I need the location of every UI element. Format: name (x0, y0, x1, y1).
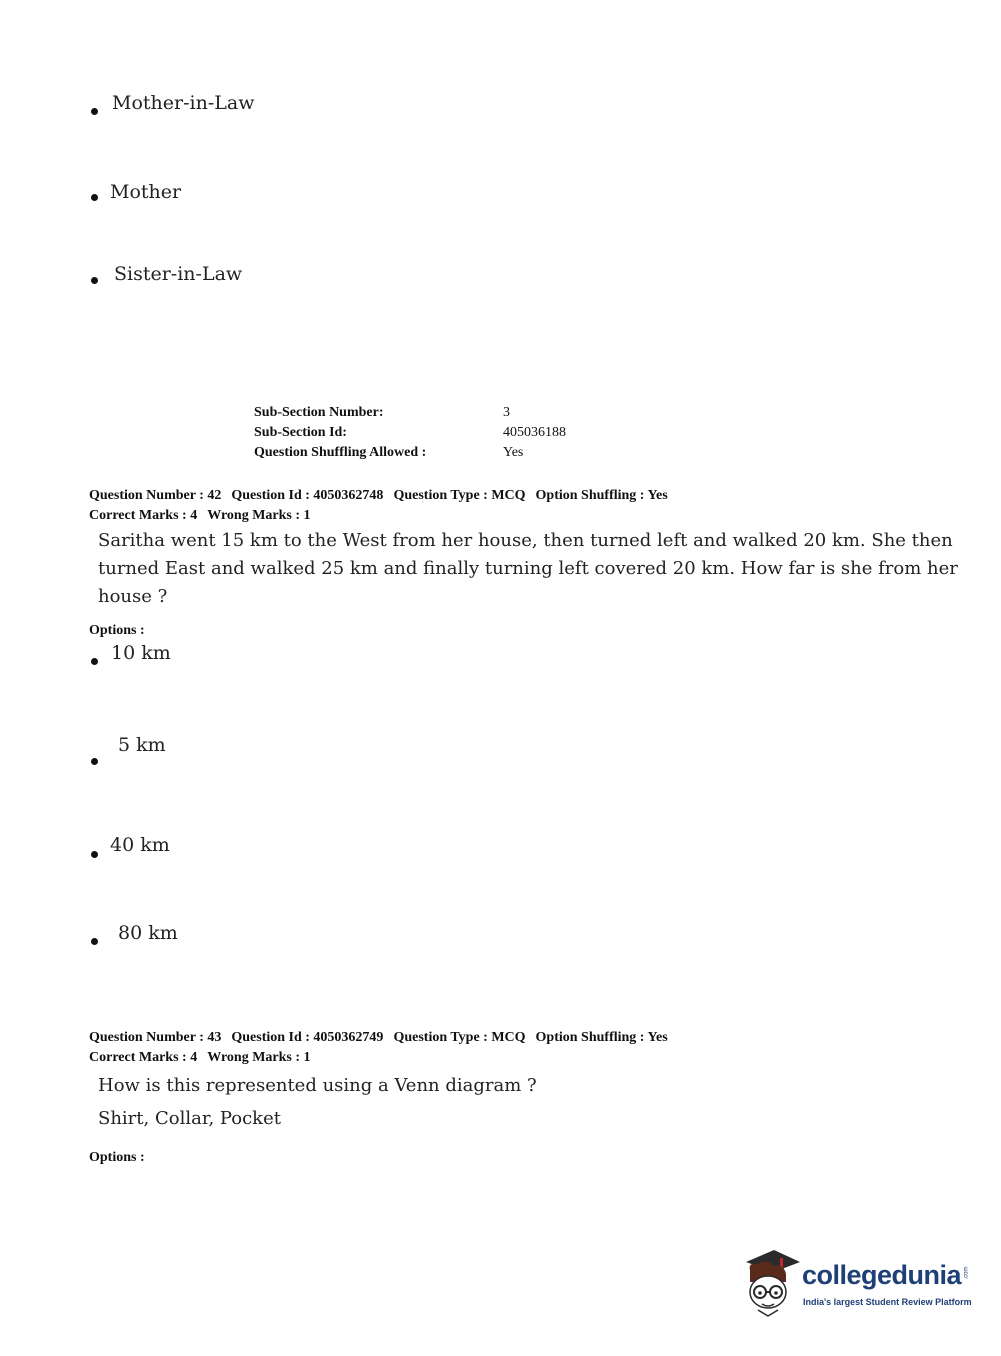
subsection-id-label: Sub-Section Id: (254, 425, 347, 440)
option-bullet (91, 851, 98, 858)
option-bullet (91, 277, 98, 284)
option-shuffling: Option Shuffling : Yes (535, 1030, 668, 1045)
option-bullet (91, 658, 98, 665)
option-text: 5 km (118, 734, 166, 756)
marks-meta (89, 508, 321, 524)
collegedunia-logo (740, 1248, 970, 1318)
wrong-marks: Wrong Marks : 1 (207, 508, 311, 523)
question-text (98, 1069, 798, 1135)
question-meta (89, 488, 678, 504)
subsection-number-value: 3 (503, 405, 510, 420)
option-text: 10 km (111, 642, 171, 664)
option-text: 80 km (118, 922, 178, 944)
option-bullet (91, 108, 98, 115)
subsection-id-value: 405036188 (503, 425, 566, 440)
option-bullet (91, 938, 98, 945)
marks-meta (89, 1050, 321, 1066)
question-text-line: How is this represented using a Venn diagram ? (98, 1075, 537, 1096)
option-text: 40 km (110, 834, 170, 856)
correct-marks: Correct Marks : 4 (89, 1050, 198, 1065)
question-number: Question Number : 42 (89, 488, 222, 503)
mascot-icon (740, 1248, 802, 1318)
shuffling-allowed-value: Yes (503, 445, 524, 460)
options-label: Options : (89, 1150, 145, 1165)
question-text-line: house ? (98, 586, 168, 607)
brand-tagline: India's largest Student Review Platform (803, 1297, 972, 1307)
option-text: Mother-in-Law (112, 92, 255, 114)
option-text: Mother (110, 181, 182, 203)
correct-marks: Correct Marks : 4 (89, 508, 198, 523)
option-shuffling: Option Shuffling : Yes (535, 488, 668, 503)
question-text-line: Saritha went 15 km to the West from her house, then turned left and walked 20 km. She then (98, 530, 953, 551)
option-bullet (91, 194, 98, 201)
option-text: Sister-in-Law (114, 263, 243, 285)
options-label: Options : (89, 623, 145, 638)
question-id: Question Id : 4050362748 (231, 488, 384, 503)
wrong-marks: Wrong Marks : 1 (207, 1050, 311, 1065)
question-id: Question Id : 4050362749 (231, 1030, 384, 1045)
shuffling-allowed-label: Question Shuffling Allowed : (254, 445, 427, 460)
brand-name: collegedunia (802, 1260, 962, 1290)
option-bullet (91, 758, 98, 765)
question-text-line: Shirt, Collar, Pocket (98, 1108, 281, 1129)
question-number: Question Number : 43 (89, 1030, 222, 1045)
question-text-line: turned East and walked 25 km and finally turning left covered 20 km. How far is she from her (98, 558, 958, 579)
question-text (98, 527, 958, 611)
question-type: Question Type : MCQ (393, 488, 526, 503)
question-meta (89, 1030, 678, 1046)
question-type: Question Type : MCQ (393, 1030, 526, 1045)
brand-suffix: .com (963, 1266, 970, 1280)
subsection-number-label: Sub-Section Number: (254, 405, 384, 420)
